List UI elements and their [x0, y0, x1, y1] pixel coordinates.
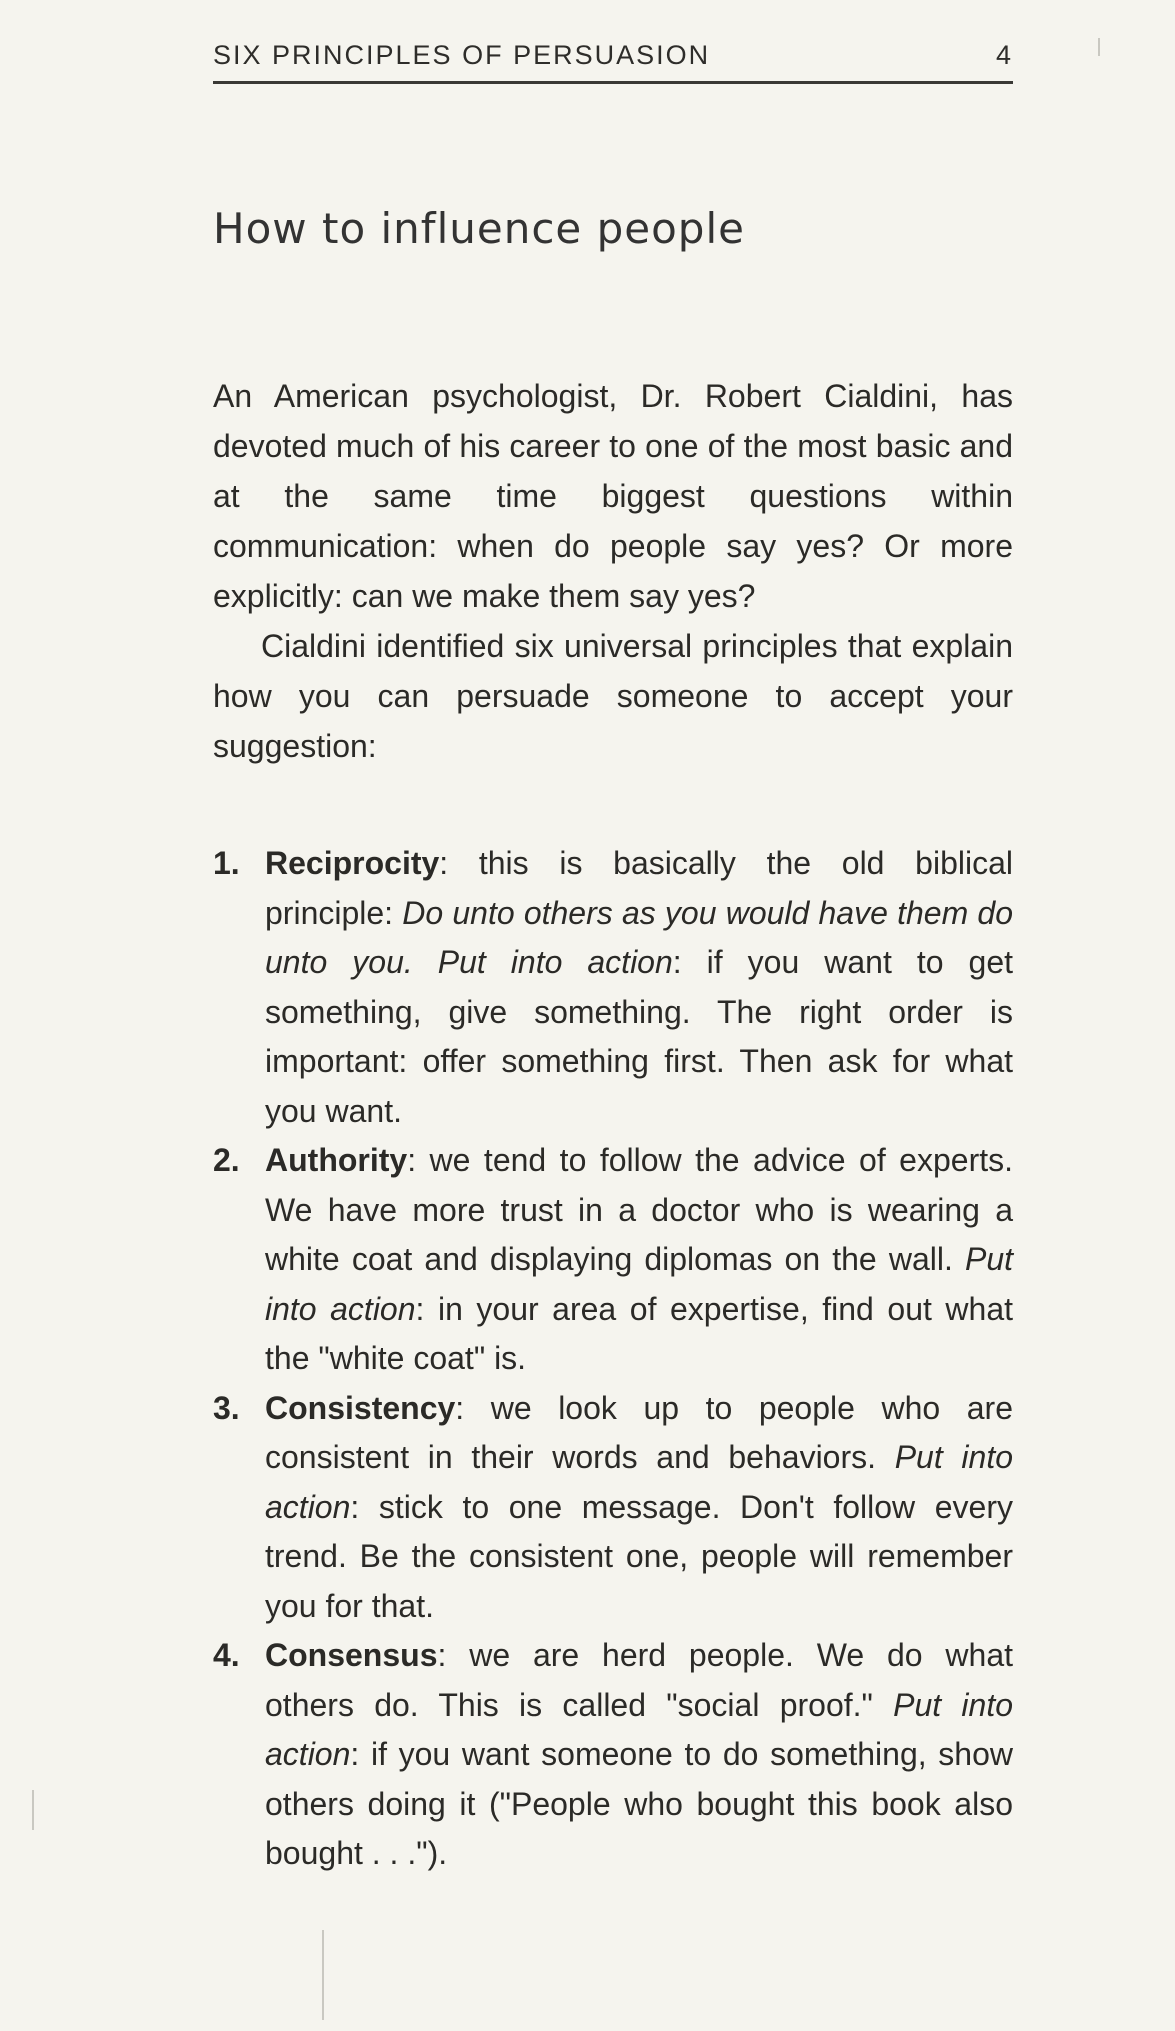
scan-mark [322, 1930, 324, 2020]
running-head [213, 40, 1013, 84]
book-page [213, 40, 1013, 1879]
scan-mark [1098, 38, 1100, 56]
principle-action-text: : stick to one message. Don't follow every trend. Be the consistent one, people will remember you for that. [265, 1488, 1013, 1624]
page-number: 4 [995, 40, 1011, 70]
principle-item-consensus [213, 1631, 1013, 1879]
intro-paragraph-2: Cialdini identified six universal principles that explain how you can persuade someone to accept your suggestion: [213, 628, 1013, 764]
principle-text: : we look up to people who are consistent in their words and behaviors. [265, 1389, 1013, 1475]
principle-term: Authority [265, 1142, 408, 1178]
principle-text: : we tend to follow the advice of experts. We have more trust in a doctor who is wearing a white coat and displaying diplomas on the wall. [265, 1142, 1013, 1277]
principle-text: : we are herd people. We do what others do. This is called "social proof." [265, 1637, 1013, 1723]
principle-text: : this is basically the old biblical principle: [265, 845, 1013, 931]
principle-number: 3. [213, 1389, 240, 1426]
put-into-action-label: Put into action [265, 1241, 1013, 1327]
principle-number: 4. [213, 1637, 240, 1673]
scan-mark [32, 1790, 34, 1830]
principle-number: 1. [213, 845, 240, 881]
principle-action-text: : in your area of expertise, find out what the "white coat" is. [265, 1290, 1014, 1376]
principle-quote: Do unto others as you would have them do unto you. [265, 894, 1013, 980]
principle-action-text: : if you want someone to do something, show others doing it ("People who bought this book also bought . . ."). [265, 1736, 1013, 1871]
principle-item-reciprocity [213, 839, 1013, 1136]
chapter-title: How to influence people [213, 204, 745, 253]
principle-number: 2. [213, 1142, 240, 1178]
running-head-title: SIX PRINCIPLES OF PERSUASION [213, 40, 711, 70]
put-into-action-label: Put into action [265, 1686, 1013, 1772]
principle-item-authority [213, 1136, 1013, 1384]
principle-item-consistency [213, 1384, 1013, 1632]
intro-paragraph-1: An American psychologist, Dr. Robert Cialdini, has devoted much of his career to one of the most basic and at the same time biggest questions within communication: when do people say yes? Or more explicitly: can we make them say yes? [213, 378, 1013, 614]
intro-text [213, 371, 1013, 771]
put-into-action-label: Put into action [437, 944, 673, 980]
principles-list [213, 839, 1013, 1879]
put-into-action-label: Put into action [265, 1439, 1014, 1525]
principle-term: Consistency [265, 1389, 456, 1426]
principle-action-text: : if you want to get something, give something. The right order is important: offer something first. Then ask for what you want. [265, 944, 1014, 1129]
principle-term: Reciprocity [265, 845, 440, 881]
principle-term: Consensus [265, 1637, 438, 1673]
